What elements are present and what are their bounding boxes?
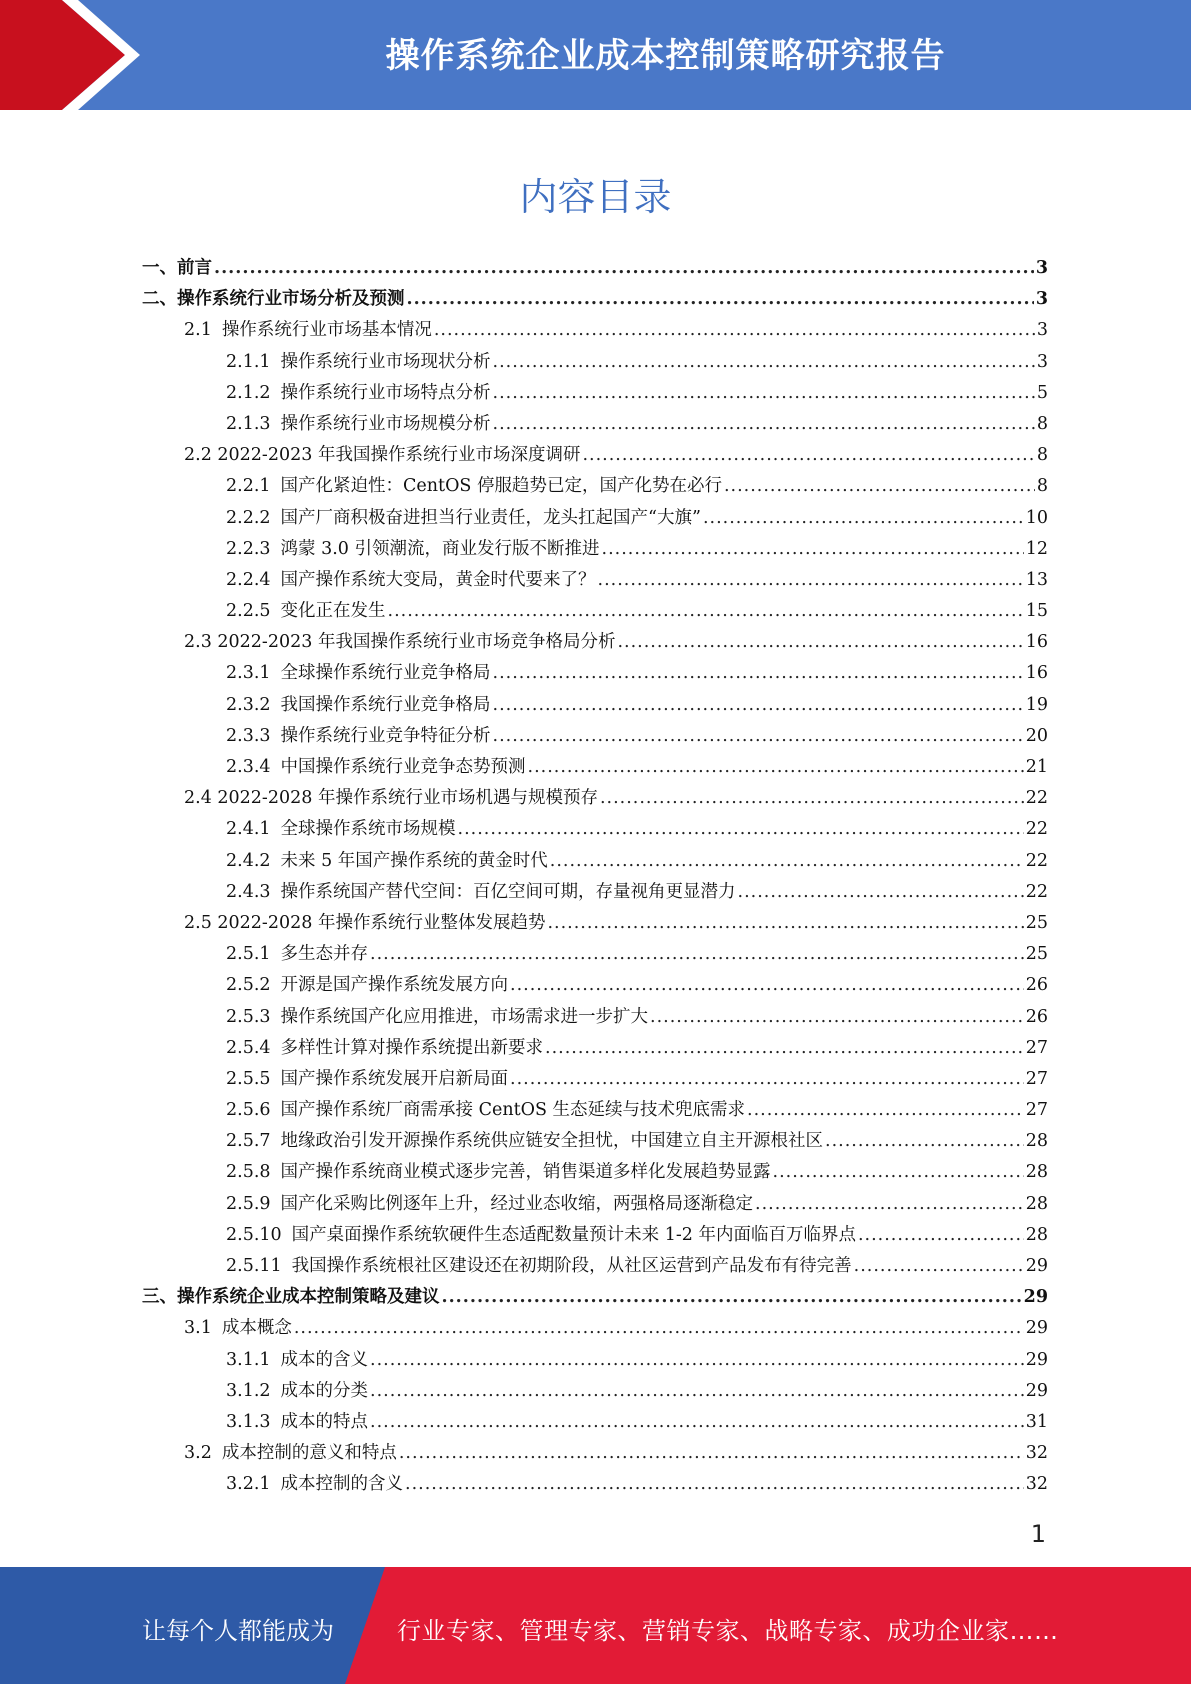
toc-entry-title: 一、前言 <box>142 258 212 278</box>
footer-slogan-left: 让每个人都能成为 <box>142 1617 334 1645</box>
toc-dot-leader <box>407 289 1034 309</box>
toc-entry-title: 多样性计算对操作系统提出新要求 <box>280 1037 544 1058</box>
toc-dot-leader <box>582 445 1034 465</box>
toc-dot-leader <box>550 851 1024 871</box>
toc-entry[interactable] <box>142 1408 1048 1439</box>
toc-entry-title: 成本控制的意义和特点 <box>221 1443 397 1464</box>
toc-entry-page: 26 <box>1025 975 1048 996</box>
toc-entry-title: 国产厂商积极奋进担当行业责任，龙头扛起国产“大旗” <box>280 507 701 528</box>
toc-entry-page: 13 <box>1025 569 1048 590</box>
toc-entry-number: 2.1.3 <box>226 413 271 434</box>
toc-entry[interactable] <box>142 1252 1048 1283</box>
toc-dot-leader <box>388 601 1024 621</box>
toc-entry-page: 32 <box>1025 1443 1048 1464</box>
toc-entry-title: 操作系统行业市场特点分析 <box>280 382 491 403</box>
toc-entry[interactable] <box>142 316 1048 347</box>
toc-dot-leader <box>493 663 1024 683</box>
toc-entry-title: 全球操作系统市场规模 <box>280 819 456 840</box>
toc-dot-leader <box>370 944 1024 964</box>
toc-entry[interactable] <box>142 940 1048 971</box>
toc-entry[interactable] <box>142 784 1048 815</box>
page-header <box>0 0 1191 110</box>
toc-entry-number: 2.3.3 <box>226 725 271 746</box>
toc-dot-leader <box>294 1318 1024 1338</box>
toc-dot-leader <box>602 539 1024 559</box>
toc-entry-page: 22 <box>1025 881 1048 902</box>
toc-entry[interactable] <box>142 348 1048 379</box>
toc-dot-leader <box>370 1412 1024 1432</box>
toc-entry-page: 29 <box>1025 1349 1048 1370</box>
toc-entry-number: 2.2.3 <box>226 538 271 559</box>
toc-entry[interactable] <box>142 1096 1048 1127</box>
toc-entry[interactable] <box>142 535 1048 566</box>
toc-entry-number: 2.2.5 <box>226 601 271 622</box>
toc-entry[interactable] <box>142 659 1048 690</box>
toc-entry-page: 21 <box>1025 757 1048 777</box>
toc-dot-leader <box>598 570 1024 590</box>
toc-entry-title: 2.2 2022-2023 年我国操作系统行业市场深度调研 <box>184 445 581 466</box>
toc-entry-title: 鸿蒙 3.0 引领潮流，商业发行版不断推进 <box>280 538 600 559</box>
toc-dot-leader <box>399 1443 1024 1463</box>
toc-dot-leader <box>738 882 1024 902</box>
toc-entry-number: 2.5.6 <box>226 1100 271 1121</box>
toc-entry-number: 3.2.1 <box>226 1474 271 1495</box>
toc-entry-title: 国产化采购比例逐年上升，经过业态收缩，两强格局逐渐稳定 <box>280 1193 754 1214</box>
toc-dot-leader <box>493 695 1024 715</box>
toc-entry-number: 3.2 <box>184 1443 212 1464</box>
toc-entry-number: 2.5.9 <box>226 1193 271 1214</box>
toc-entry-number: 3.1.2 <box>226 1380 271 1401</box>
toc-entry-title: 操作系统行业市场规模分析 <box>280 413 491 434</box>
toc-entry-number: 2.4.3 <box>226 881 271 902</box>
toc-entry-title: 操作系统行业市场基本情况 <box>221 320 432 341</box>
toc-entry-page: 22 <box>1025 788 1048 809</box>
toc-entry-number: 2.5.7 <box>226 1131 271 1152</box>
toc-entry[interactable] <box>142 566 1048 597</box>
toc-entry[interactable] <box>142 971 1048 1002</box>
toc-entry-title: 国产操作系统厂商需承接 CentOS 生态延续与技术兜底需求 <box>280 1100 746 1121</box>
toc-entry-number: 2.1 <box>184 320 212 341</box>
toc-entry-page: 5 <box>1036 382 1048 403</box>
toc-entry[interactable] <box>142 1003 1048 1034</box>
toc-entry-number: 2.5.3 <box>226 1006 271 1027</box>
toc-entry-number: 2.5.10 <box>226 1224 282 1245</box>
toc-entry-number: 2.5.5 <box>226 1068 271 1089</box>
toc-entry-page: 3 <box>1035 258 1048 278</box>
toc-title: 内容目录 <box>519 175 672 219</box>
toc-entry[interactable] <box>142 1314 1048 1345</box>
toc-entry[interactable] <box>142 909 1048 940</box>
toc-entry[interactable] <box>142 847 1048 878</box>
toc-entry-title: 操作系统行业市场现状分析 <box>280 351 491 372</box>
toc-entry[interactable] <box>142 597 1048 628</box>
toc-entry-page: 19 <box>1025 694 1048 715</box>
toc-dot-leader <box>510 1069 1024 1089</box>
toc-entry-number: 2.3.1 <box>226 663 271 684</box>
toc-entry-page: 12 <box>1025 538 1048 559</box>
toc-entry-title: 操作系统国产化应用推进，市场需求进一步扩大 <box>280 1006 649 1027</box>
toc-entry-number: 2.5.2 <box>226 975 271 996</box>
toc-entry[interactable] <box>142 1439 1048 1470</box>
toc-entry-title: 未来 5 年国产操作系统的黄金时代 <box>280 850 548 871</box>
toc-entry[interactable] <box>142 1221 1048 1252</box>
toc-dot-leader <box>854 1256 1024 1276</box>
toc-entry-page: 8 <box>1036 413 1048 434</box>
toc-entry-title: 国产操作系统大变局，黄金时代要来了？ <box>280 569 596 590</box>
toc-entry-page: 29 <box>1025 1380 1048 1401</box>
toc-entry-title: 成本的含义 <box>280 1349 369 1370</box>
toc-entry-number: 3.1.1 <box>226 1349 271 1370</box>
toc-dot-leader <box>493 414 1035 434</box>
toc-entry-page: 27 <box>1025 1068 1048 1089</box>
toc-dot-leader <box>747 1100 1024 1120</box>
toc-entry[interactable] <box>142 379 1048 410</box>
toc-entry-page: 15 <box>1025 601 1048 622</box>
toc-entry-page: 3 <box>1036 351 1048 372</box>
toc-entry-page: 10 <box>1025 507 1048 528</box>
toc-entry-title: 2.3 2022-2023 年我国操作系统行业市场竞争格局分析 <box>184 632 616 653</box>
toc-entry-page: 29 <box>1023 1287 1048 1308</box>
toc-dot-leader <box>442 1287 1022 1307</box>
toc-dot-leader <box>434 320 1035 340</box>
toc-entry-title: 多生态并存 <box>280 944 369 965</box>
toc-entry-title: 成本的特点 <box>280 1411 369 1432</box>
toc-entry-title: 国产操作系统商业模式逐步完善，销售渠道多样化发展趋势显露 <box>280 1162 771 1183</box>
toc-entry-page: 3 <box>1035 289 1048 310</box>
toc-entry-page: 8 <box>1036 476 1048 497</box>
toc-entry-page: 28 <box>1025 1193 1048 1214</box>
toc-entry-page: 25 <box>1025 944 1048 965</box>
header-title: 操作系统企业成本控制策略研究报告 <box>385 36 946 76</box>
toc-entry-number: 2.3.4 <box>226 757 271 777</box>
toc-dot-leader <box>370 1350 1024 1370</box>
toc-entry-title: 2.5 2022-2028 年操作系统行业整体发展趋势 <box>184 912 546 933</box>
toc-entry-page: 31 <box>1025 1411 1048 1432</box>
toc-entry[interactable] <box>142 722 1048 753</box>
toc-entry-number: 2.5.8 <box>226 1162 271 1183</box>
toc-dot-leader <box>825 1131 1024 1151</box>
toc-dot-leader <box>510 975 1024 995</box>
toc-entry[interactable] <box>142 254 1048 285</box>
toc-entry[interactable] <box>142 1283 1048 1314</box>
toc-dot-leader <box>493 726 1024 746</box>
toc-entry-page: 29 <box>1025 1318 1048 1339</box>
toc-dot-leader <box>458 819 1024 839</box>
toc-entry-number: 2.4.2 <box>226 850 271 871</box>
footer-slogan-right: 行业专家、管理专家、营销专家、战略专家、成功企业家…… <box>397 1617 1059 1645</box>
toc-entry-title: 二、操作系统行业市场分析及预测 <box>142 289 405 310</box>
toc-entry[interactable] <box>142 753 1048 784</box>
toc-entry-title: 中国操作系统行业竞争态势预测 <box>280 757 526 777</box>
toc-entry-number: 2.4.1 <box>226 819 271 840</box>
toc-entry-title: 成本概念 <box>221 1318 292 1339</box>
toc-entry-number: 3.1 <box>184 1318 212 1339</box>
toc-entry[interactable] <box>142 1065 1048 1096</box>
toc-entry-title: 国产桌面操作系统软硬件生态适配数量预计未来 1-2 年内面临百万临界点 <box>291 1224 856 1245</box>
toc-entry-page: 22 <box>1025 850 1048 871</box>
toc-entry-page: 27 <box>1025 1100 1048 1121</box>
toc-entry-number: 2.5.11 <box>226 1256 282 1276</box>
toc-entry-title: 成本的分类 <box>280 1380 369 1401</box>
toc-entry-page: 16 <box>1025 632 1048 653</box>
toc-entry[interactable] <box>142 441 1048 472</box>
toc-entry-page: 20 <box>1025 725 1048 746</box>
toc-entry-title: 我国操作系统行业竞争格局 <box>280 694 491 715</box>
toc-entry-number: 2.5.4 <box>226 1037 271 1058</box>
toc-entry-title: 三、操作系统企业成本控制策略及建议 <box>142 1287 440 1308</box>
toc-entry-title: 地缘政治引发开源操作系统供应链安全担忧，中国建立自主开源根社区 <box>280 1131 824 1152</box>
toc-dot-leader <box>370 1381 1024 1401</box>
toc-entry-title: 2.4 2022-2028 年操作系统行业市场机遇与规模预存 <box>184 788 598 809</box>
toc-entry[interactable] <box>142 504 1048 535</box>
toc-entry[interactable] <box>142 410 1048 441</box>
page-number: 1 <box>1030 1520 1046 1548</box>
toc-entry-page: 16 <box>1025 663 1048 684</box>
toc-dot-leader <box>650 1007 1024 1027</box>
toc-entry[interactable] <box>142 1034 1048 1065</box>
toc-entry-title: 国产操作系统发展开启新局面 <box>280 1068 509 1089</box>
toc-entry-title: 开源是国产操作系统发展方向 <box>280 975 509 996</box>
toc-dot-leader <box>545 1038 1024 1058</box>
toc-dot-leader <box>493 352 1035 372</box>
toc-dot-leader <box>528 757 1024 777</box>
toc-dot-leader <box>600 788 1024 808</box>
toc-dot-leader <box>405 1474 1024 1494</box>
toc-entry[interactable] <box>142 1470 1048 1501</box>
toc-dot-leader <box>703 508 1024 528</box>
toc-entry-page: 27 <box>1025 1037 1048 1058</box>
toc-dot-leader <box>493 383 1035 403</box>
toc-entry-number: 3.1.3 <box>226 1411 271 1432</box>
toc-dot-leader <box>724 476 1035 496</box>
toc-entry-page: 26 <box>1025 1006 1048 1027</box>
toc-dot-leader <box>214 258 1034 278</box>
toc-entry-title: 操作系统行业竞争特征分析 <box>280 725 491 746</box>
toc-entry[interactable] <box>142 1377 1048 1408</box>
toc-entry-page: 8 <box>1036 445 1048 466</box>
toc-dot-leader <box>547 913 1023 933</box>
toc-entry-title: 变化正在发生 <box>280 601 386 622</box>
toc-entry-page: 28 <box>1025 1162 1048 1183</box>
toc-dot-leader <box>755 1194 1024 1214</box>
toc-entry-page: 29 <box>1025 1256 1048 1276</box>
toc-entry[interactable] <box>142 1346 1048 1377</box>
toc-dot-leader <box>773 1162 1024 1182</box>
toc-entry-number: 2.3.2 <box>226 694 271 715</box>
toc-entry-page: 28 <box>1025 1224 1048 1245</box>
toc-entry-title: 成本控制的含义 <box>280 1474 404 1495</box>
toc-entry[interactable] <box>142 878 1048 909</box>
toc-entry-title: 我国操作系统根社区建设还在初期阶段，从社区运营到产品发布有待完善 <box>291 1256 852 1276</box>
page-footer <box>0 1567 1191 1684</box>
toc-entry[interactable] <box>142 285 1048 316</box>
toc-entry-page: 32 <box>1025 1474 1048 1495</box>
toc-entry-number: 2.2.1 <box>226 476 271 497</box>
toc-entry-page: 28 <box>1025 1131 1048 1152</box>
toc-entry-number: 2.2.4 <box>226 569 271 590</box>
toc-entry[interactable] <box>142 1190 1048 1221</box>
toc-entry-number: 2.1.1 <box>226 351 271 372</box>
toc-entry-page: 22 <box>1025 819 1048 840</box>
toc-entry[interactable] <box>142 815 1048 846</box>
toc-entry[interactable] <box>142 1158 1048 1189</box>
toc-entry[interactable] <box>142 1127 1048 1158</box>
table-of-contents <box>142 254 1048 1502</box>
toc-entry[interactable] <box>142 691 1048 722</box>
toc-entry[interactable] <box>142 472 1048 503</box>
toc-entry-title: 全球操作系统行业竞争格局 <box>280 663 491 684</box>
toc-entry-page: 3 <box>1036 320 1048 341</box>
toc-entry-number: 2.5.1 <box>226 944 271 965</box>
toc-entry-number: 2.1.2 <box>226 382 271 403</box>
toc-entry-page: 25 <box>1025 912 1048 933</box>
toc-entry[interactable] <box>142 628 1048 659</box>
toc-dot-leader <box>858 1225 1024 1245</box>
toc-entry-title: 国产化紧迫性：CentOS 停服趋势已定，国产化势在必行 <box>280 476 722 497</box>
toc-dot-leader <box>617 632 1023 652</box>
toc-entry-number: 2.2.2 <box>226 507 271 528</box>
toc-entry-title: 操作系统国产替代空间：百亿空间可期，存量视角更显潜力 <box>280 881 736 902</box>
